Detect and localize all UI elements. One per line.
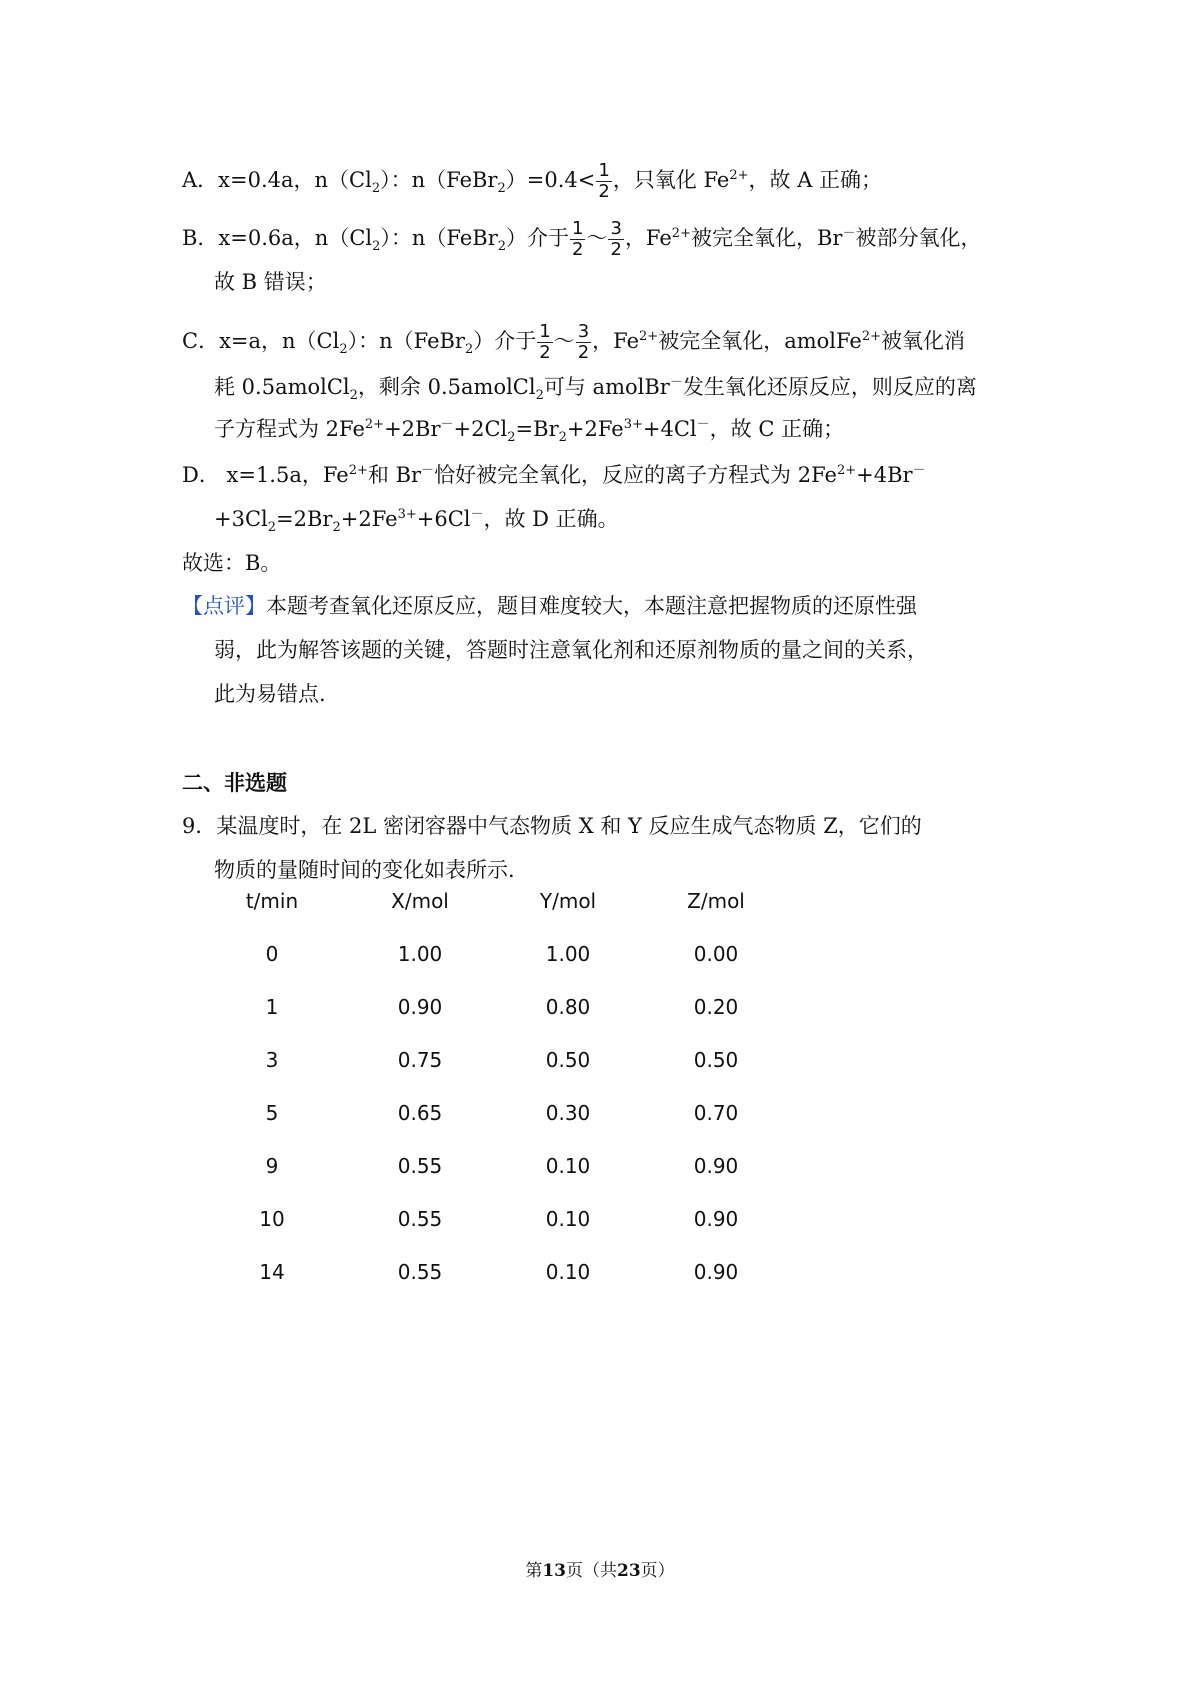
table-row	[198, 1192, 790, 1245]
table-cell: 0.90	[693, 1206, 739, 1231]
option-b-line: B．x=0.6a，$n(Cl_2)$：n（FeBr$_2$）介于 $\frac{1}{2}$ ～ $\frac{3}{2}$ ，$Fe^{2+}$被完全氧化，Br－被部分氧化，	[182, 218, 982, 260]
table-cell: 0.00	[693, 941, 739, 966]
table-cell: 0.55	[397, 1259, 443, 1284]
table-cell: 0.90	[693, 1259, 739, 1284]
table-cell: 10	[259, 1206, 285, 1231]
table-cell: 0.90	[397, 994, 443, 1019]
option-c-line: C．x=a，$n(Cl_2)$：n（FeBr$_2$）介于 $\frac{1}{2}$ ～ $\frac{3}{2}$ ，$Fe^{2+}$被完全氧化，amolFe$^{2+}$被氧化消	[182, 321, 966, 363]
page-number: 13	[542, 1561, 566, 1581]
table-header-cell: t/min	[245, 888, 299, 913]
table-row	[198, 1033, 790, 1086]
table-cell: 3	[265, 1047, 279, 1072]
table-row	[198, 1139, 790, 1192]
comment-tag: 【点评】	[182, 594, 266, 618]
table-row	[198, 980, 790, 1033]
option-b-line-2: 故 B 错误；	[214, 270, 327, 294]
table-row	[198, 1245, 790, 1298]
option-d-line: D． x=1.5a，$Fe^{2+}$和 Br－恰好被完全氧化，反应的离子方程式为 $2Fe^{2+}+4Br^-$	[182, 463, 926, 487]
option-c-line-3: 子方程式为 $2Fe^{2+}+2Br^-+2Cl_2=Br_2+2Fe^{3+}+4Cl^-$，故 C 正确；	[214, 417, 845, 446]
table-cell: 0	[265, 941, 279, 966]
table-cell: 0.55	[397, 1206, 443, 1231]
table-header-cell: Z/mol	[687, 888, 745, 913]
table-cell: 0.90	[693, 1153, 739, 1178]
fraction: $\frac{3}{2}$	[610, 218, 622, 260]
comment-line: 【点评】本题考查氧化还原反应，题目难度较大，本题注意把握物质的还原性强	[182, 594, 917, 618]
fraction: $\frac{1}{2}$	[539, 321, 551, 363]
answer-line: 故选：B。	[182, 551, 282, 575]
table-row	[198, 927, 790, 980]
table-cell: 0.65	[397, 1100, 443, 1125]
table-cell: 0.75	[397, 1047, 443, 1072]
page-total: 23	[617, 1561, 641, 1581]
section-title: 二、非选题	[182, 771, 287, 795]
table-cell: 0.50	[693, 1047, 739, 1072]
table-row	[198, 1086, 790, 1139]
table-cell: 0.30	[545, 1100, 591, 1125]
table-cell: 0.10	[545, 1153, 591, 1178]
table-cell: 0.10	[545, 1206, 591, 1231]
fraction: $\frac{1}{2}$	[572, 218, 584, 260]
option-d-line-2: $+3Cl_2=2Br_2+2Fe^{3+}+6Cl^-$，故 D 正确。	[214, 507, 619, 536]
table-cell: 9	[265, 1153, 279, 1178]
comment-line-3: 此为易错点.	[214, 682, 326, 706]
table-cell: 0.50	[545, 1047, 591, 1072]
table-cell: 0.80	[545, 994, 591, 1019]
table-cell: 1.00	[545, 941, 591, 966]
option-c-line-2: 耗 0.5amolCl$_2$，剩余 0.5amolCl$_2$可与 amolBr－发生氧化还原反应，则反应的离	[214, 375, 977, 404]
table-cell: 5	[265, 1100, 279, 1125]
page-footer: 第13页（共23页）	[525, 1561, 675, 1581]
question-9-line: 9．某温度时，在 2L 密闭容器中气态物质 X 和 Y 反应生成气态物质 Z，它们的	[182, 814, 922, 838]
comment-line-2: 弱，此为解答该题的关键，答题时注意氧化剂和还原剂物质的量之间的关系，	[214, 638, 928, 662]
fraction: $\frac{1}{2}$	[598, 160, 610, 202]
table-cell: 0.10	[545, 1259, 591, 1284]
table-cell: 0.70	[693, 1100, 739, 1125]
question-9-line-2: 物质的量随时间的变化如表所示.	[214, 858, 515, 882]
table-cell: 0.55	[397, 1153, 443, 1178]
option-a-line: A．x=0.4a，$n(Cl_2)$：n（FeBr$_2$）=0.4< $\frac{1}{2}$ ，只氧化 $Fe^{2+}$，故 A 正确；	[182, 160, 883, 202]
table-header-cell: X/mol	[391, 888, 449, 913]
table-header-cell: Y/mol	[539, 888, 597, 913]
table-cell: 14	[259, 1259, 285, 1284]
table-header-row	[198, 874, 790, 927]
fraction: $\frac{3}{2}$	[577, 321, 590, 363]
table-cell: 0.20	[693, 994, 739, 1019]
table-cell: 1.00	[397, 941, 443, 966]
data-table	[198, 874, 790, 1298]
table-cell: 1	[265, 994, 279, 1019]
